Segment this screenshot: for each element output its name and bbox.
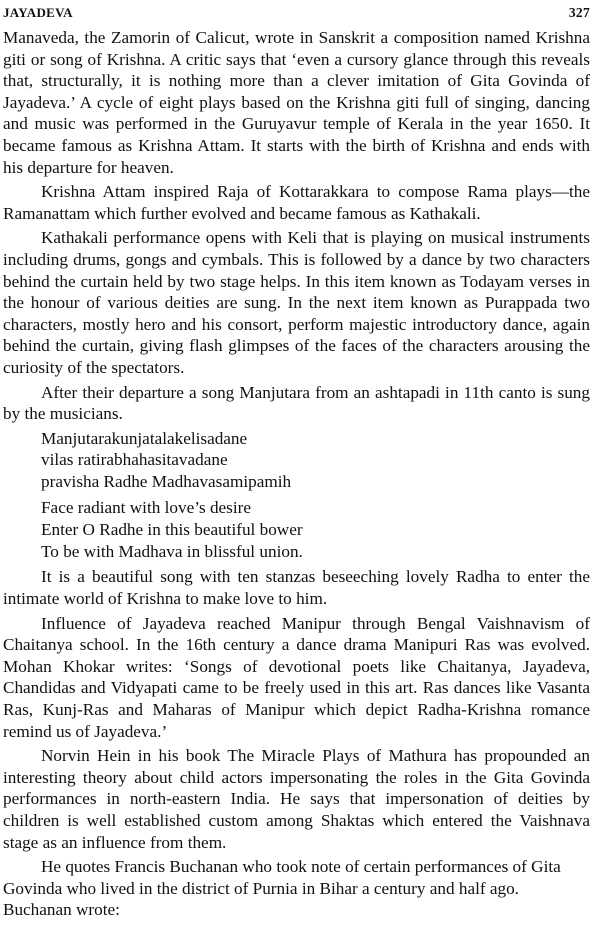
- verse-line: Manjutarakunjatalakelisadane: [41, 428, 248, 448]
- verse-line: vilas ratirabhahasitavadane: [41, 450, 228, 470]
- verse-line: Face radiant with love’s desire: [41, 498, 252, 518]
- paragraph-kathakali: Kathakali performance opens with Keli that is playing on musical instruments including drums, gongs and cymbals. This is followed by a dance by two characters behind the curtain held by two stage helps. In this item known as Todayam verses in the honour of various deities are sung. In the next item known as Purappada two characters, mostly hero and his consort, perform majestic introductory dance, again behind the curtain, giving flash glimpses of the faces of the characters arousing the curiosity of the spectators.: [3, 228, 590, 377]
- paragraph-krishna-attam: Krishna Attam inspired Raja of Kottarakkara to compose Rama plays—the Ramanattam which further evolved and became famous as Kathakali.: [3, 182, 590, 223]
- paragraph-buchanan: He quotes Francis Buchanan who took note of certain performances of Gita Govinda who lived in the district of Purnia in Bihar a century and half ago. Buchanan wrote:: [3, 857, 561, 920]
- running-header: [3, 5, 590, 27]
- paragraph-manipur: Influence of Jayadeva reached Manipur through Bengal Vaishnavism of Chaitanya school. In the 16th century a dance drama Manipuri Ras was evolved. Mohan Khokar writes: ‘Songs of devotional poets like Chaitanya, Jayadeva, Chandidas and Vidyapati came to be freely used in this art. Ras dances like Vasanta Ras, Kunj-Ras and Maharas of Manipur which depict Radha-Krishna romance remind us of Jayadeva.’: [3, 613, 590, 741]
- page-number: 327: [568, 5, 590, 20]
- verse-line: Enter O Radhe in this beautiful bower: [41, 519, 303, 539]
- paragraph-norvin-hein: Norvin Hein in his book The Miracle Plays of Mathura has propounded an interesting theory about child actors impersonating the roles in the Gita Govinda performances in north-eastern India. He says that impersonation of deities by children is well established custom among Shaktas which entered the Vaishnava stage as an influence from them.: [3, 746, 590, 852]
- verse-line: pravisha Radhe Madhavasamipamih: [41, 472, 292, 492]
- verse-english: [41, 497, 590, 562]
- body-text: [3, 27, 590, 921]
- paragraph-manaveda: Manaveda, the Zamorin of Calicut, wrote in Sanskrit a composition named Krishna giti or song of Krishna. A critic says that ‘even a cursory glance through this reveals that, structurally, it is nothing more than a clever imitation of Gita Govinda of Jayadeva.’ A cycle of eight plays based on the Krishna giti full of singing, dancing and music was performed in the Guruyavur temple of Kerala in the year 1650. It became famous as Krishna Attam. It starts with the birth of Krishna and ends with his departure for heaven.: [3, 28, 590, 177]
- verse-sanskrit: [41, 428, 590, 493]
- verse-line: To be with Madhava in blissful union.: [41, 541, 303, 561]
- running-title: JAYADEVA: [3, 5, 73, 20]
- paragraph-ten-stanzas: It is a beautiful song with ten stanzas beseeching lovely Radha to enter the intimate world of Krishna to make love to him.: [3, 567, 590, 609]
- paragraph-manjutara: After their departure a song Manjutara from an ashtapadi in 11th canto is sung by the musicians.: [3, 382, 590, 424]
